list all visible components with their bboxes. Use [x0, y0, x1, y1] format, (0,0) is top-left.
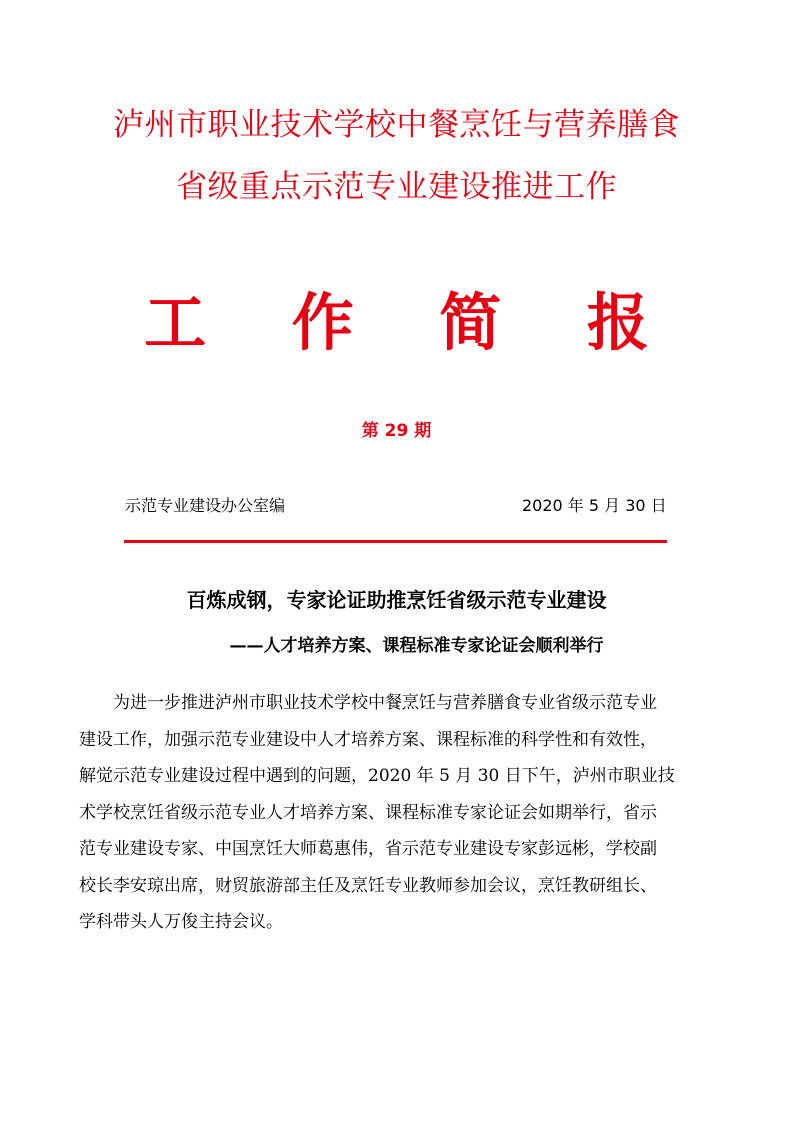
- body-line: 建设工作，加强示范专业建设中人才培养方案、课程标准的科学性和有效性，: [79, 729, 657, 750]
- body-line: 为进一步推进泸州市职业技术学校中餐烹饪与营养膳食专业省级示范专业: [113, 693, 657, 713]
- bulletin-title: 工 作 简 报: [144, 286, 681, 359]
- red-divider-line: [124, 540, 667, 543]
- body-line: 范专业建设专家、中国烹饪大师葛惠伟，省示范专业建设专家彭远彬，学校副: [79, 839, 657, 859]
- issue-number: 第 29 期: [361, 421, 432, 441]
- editor-office: 示范专业建设办公室编: [125, 496, 286, 515]
- body-line: 术学校烹饪省级示范专业人才培养方案、课程标准专家论证会如期举行，省示: [79, 802, 657, 823]
- body-line: 校长李安琼出席，财贸旅游部主任及烹饪专业教师参加会议，烹饪教研组长、: [79, 875, 657, 896]
- article-subheadline: ——人才培养方案、课程标准专家论证会顺利举行: [229, 636, 604, 656]
- report-title-line-2: 省级重点示范专业建设推进工作: [176, 169, 617, 205]
- article-body: [79, 685, 719, 941]
- publish-date: 2020 年 5 月 30 日: [522, 496, 667, 515]
- article-headline: 百炼成钢，专家论证助推烹饪省级示范专业建设: [186, 588, 607, 612]
- body-line: 学科带头人万俊主持会议。: [79, 912, 283, 932]
- body-line: 解觉示范专业建设过程中遇到的问题，2020 年 5 月 30 日下午，泸州市职业技: [79, 766, 675, 786]
- report-title-line-1: 泸州市职业技术学校中餐烹饪与营养膳食: [113, 107, 680, 143]
